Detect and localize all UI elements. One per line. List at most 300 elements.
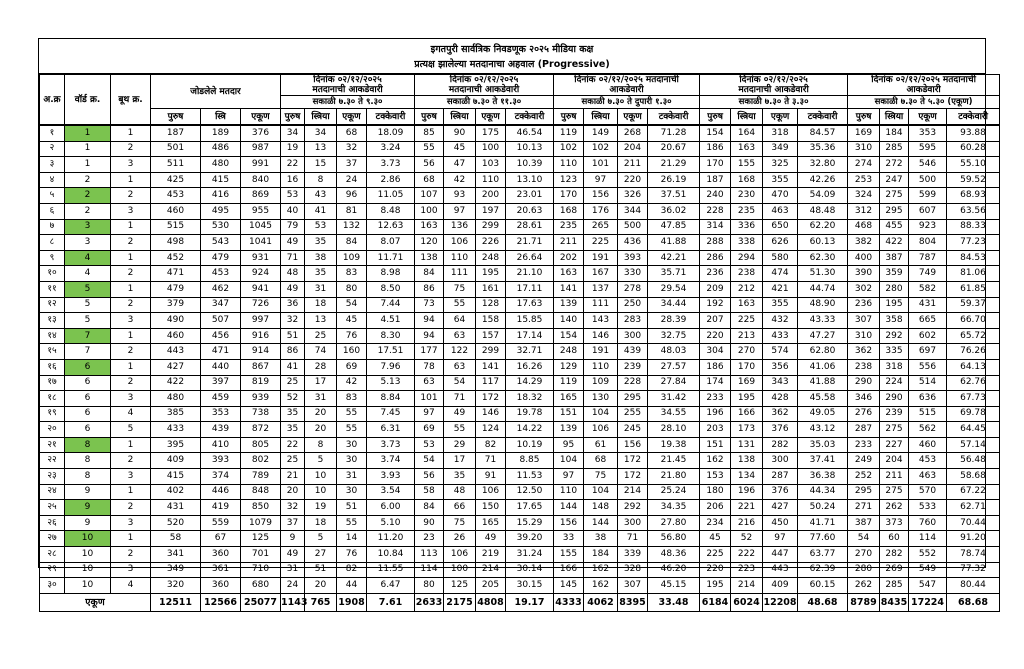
value-cell: 137 bbox=[584, 281, 618, 297]
value-cell: 559 bbox=[201, 515, 241, 531]
ward-cell: 10 bbox=[65, 547, 111, 563]
value-cell: 38 bbox=[305, 250, 337, 266]
total-value-cell: 33.48 bbox=[648, 593, 700, 611]
value-cell: 70.44 bbox=[947, 515, 1000, 531]
value-cell: 924 bbox=[241, 266, 281, 282]
value-cell: 5 bbox=[305, 531, 337, 547]
value-cell: 480 bbox=[201, 157, 241, 173]
value-cell: 8 bbox=[305, 437, 337, 453]
value-cell: 14.29 bbox=[506, 375, 554, 391]
value-cell: 15.29 bbox=[506, 515, 554, 531]
value-cell: 155 bbox=[554, 547, 584, 563]
value-cell: 295 bbox=[880, 203, 909, 219]
value-cell: 30.14 bbox=[506, 562, 554, 578]
value-cell: 156 bbox=[618, 437, 648, 453]
value-cell: 324 bbox=[848, 188, 880, 204]
value-cell: 82 bbox=[337, 562, 367, 578]
table-row bbox=[40, 406, 1000, 422]
value-cell: 16 bbox=[281, 172, 305, 188]
value-cell: 82 bbox=[476, 437, 506, 453]
value-cell: 514 bbox=[909, 375, 947, 391]
value-cell: 318 bbox=[763, 126, 798, 142]
value-cell: 66 bbox=[444, 500, 476, 516]
booth-cell: 1 bbox=[111, 437, 151, 453]
value-cell: 68.93 bbox=[947, 188, 1000, 204]
value-cell: 3.73 bbox=[367, 437, 415, 453]
value-cell: 10.19 bbox=[506, 437, 554, 453]
value-cell: 148 bbox=[584, 500, 618, 516]
table-row bbox=[40, 203, 1000, 219]
value-cell: 580 bbox=[763, 250, 798, 266]
value-cell: 13 bbox=[305, 313, 337, 329]
value-cell: 34.44 bbox=[648, 297, 700, 313]
table-row bbox=[40, 453, 1000, 469]
value-cell: 225 bbox=[584, 235, 618, 251]
value-cell: 220 bbox=[700, 562, 731, 578]
value-cell: 272 bbox=[880, 157, 909, 173]
value-cell: 45.58 bbox=[798, 391, 848, 407]
value-cell: 187 bbox=[700, 172, 731, 188]
value-cell: 59.52 bbox=[947, 172, 1000, 188]
total-value-cell: 8395 bbox=[618, 593, 648, 611]
value-cell: 235 bbox=[731, 203, 763, 219]
value-cell: 5.10 bbox=[367, 515, 415, 531]
value-cell: 433 bbox=[763, 328, 798, 344]
value-cell: 355 bbox=[763, 297, 798, 313]
value-cell: 546 bbox=[909, 157, 947, 173]
value-cell: 25 bbox=[305, 328, 337, 344]
sr-cell: २२ bbox=[40, 453, 65, 469]
value-cell: 456 bbox=[201, 328, 241, 344]
value-cell: 240 bbox=[700, 188, 731, 204]
value-cell: 95 bbox=[554, 437, 584, 453]
value-cell: 295 bbox=[618, 391, 648, 407]
value-cell: 234 bbox=[700, 515, 731, 531]
value-cell: 93 bbox=[444, 188, 476, 204]
value-cell: 10.13 bbox=[506, 141, 554, 157]
value-cell: 307 bbox=[848, 313, 880, 329]
value-cell: 59.37 bbox=[947, 297, 1000, 313]
ward-cell: 9 bbox=[65, 515, 111, 531]
value-cell: 62.80 bbox=[798, 344, 848, 360]
value-cell: 283 bbox=[618, 313, 648, 329]
value-cell: 84 bbox=[415, 500, 444, 516]
value-cell: 294 bbox=[731, 250, 763, 266]
sub-header-cell: स्त्रिया bbox=[584, 109, 618, 125]
table-row bbox=[40, 281, 1000, 297]
value-cell: 295 bbox=[848, 484, 880, 500]
value-cell: 325 bbox=[763, 157, 798, 173]
value-cell: 10 bbox=[305, 484, 337, 500]
value-cell: 385 bbox=[151, 406, 201, 422]
value-cell: 12.63 bbox=[367, 219, 415, 235]
value-cell: 314 bbox=[700, 219, 731, 235]
value-cell: 56 bbox=[415, 157, 444, 173]
value-cell: 19.78 bbox=[506, 406, 554, 422]
value-cell: 56.48 bbox=[947, 453, 1000, 469]
ward-cell: 6 bbox=[65, 375, 111, 391]
value-cell: 138 bbox=[731, 453, 763, 469]
value-cell: 66.70 bbox=[947, 313, 1000, 329]
total-value-cell: 6024 bbox=[731, 593, 763, 611]
booth-cell: 5 bbox=[111, 422, 151, 438]
value-cell: 106 bbox=[584, 422, 618, 438]
value-cell: 54 bbox=[444, 375, 476, 391]
value-cell: 28 bbox=[305, 359, 337, 375]
value-cell: 17 bbox=[444, 453, 476, 469]
value-cell: 222 bbox=[731, 547, 763, 563]
value-cell: 42.26 bbox=[798, 172, 848, 188]
booth-cell: 1 bbox=[111, 250, 151, 266]
value-cell: 129 bbox=[554, 359, 584, 375]
sub-header-cell: एकूण bbox=[241, 109, 281, 125]
value-cell: 274 bbox=[848, 157, 880, 173]
value-cell: 67 bbox=[201, 531, 241, 547]
value-cell: 45 bbox=[337, 313, 367, 329]
value-cell: 336 bbox=[731, 219, 763, 235]
total-value-cell: 19.17 bbox=[506, 593, 554, 611]
value-cell: 21 bbox=[281, 469, 305, 485]
value-cell: 63 bbox=[415, 375, 444, 391]
value-cell: 341 bbox=[151, 547, 201, 563]
value-cell: 125 bbox=[444, 578, 476, 594]
value-cell: 3.73 bbox=[367, 157, 415, 173]
value-cell: 18 bbox=[305, 515, 337, 531]
value-cell: 124 bbox=[476, 422, 506, 438]
value-cell: 54.09 bbox=[798, 188, 848, 204]
value-cell: 83 bbox=[337, 391, 367, 407]
value-cell: 490 bbox=[151, 313, 201, 329]
value-cell: 57.14 bbox=[947, 437, 1000, 453]
value-cell: 90 bbox=[415, 515, 444, 531]
value-cell: 290 bbox=[880, 391, 909, 407]
value-cell: 282 bbox=[763, 437, 798, 453]
sr-cell: २१ bbox=[40, 437, 65, 453]
booth-cell: 2 bbox=[111, 188, 151, 204]
value-cell: 155 bbox=[731, 157, 763, 173]
value-cell: 23.01 bbox=[506, 188, 554, 204]
sub-header-cell: एकूण bbox=[909, 109, 947, 125]
sub-header-cell: टक्केवारी bbox=[506, 109, 554, 125]
value-cell: 20 bbox=[305, 406, 337, 422]
value-cell: 439 bbox=[201, 422, 241, 438]
value-cell: 69.78 bbox=[947, 406, 1000, 422]
value-cell: 60.28 bbox=[947, 141, 1000, 157]
booth-cell: 2 bbox=[111, 453, 151, 469]
sub-header-cell: एकूण bbox=[618, 109, 648, 125]
value-cell: 200 bbox=[476, 188, 506, 204]
value-cell: 556 bbox=[909, 359, 947, 375]
value-cell: 602 bbox=[909, 328, 947, 344]
value-cell: 167 bbox=[584, 266, 618, 282]
value-cell: 262 bbox=[880, 500, 909, 516]
value-cell: 292 bbox=[880, 328, 909, 344]
sr-cell: ४ bbox=[40, 172, 65, 188]
ward-cell: 9 bbox=[65, 500, 111, 516]
total-value-cell: 2175 bbox=[444, 593, 476, 611]
value-cell: 49 bbox=[281, 547, 305, 563]
sr-cell: २३ bbox=[40, 469, 65, 485]
value-cell: 290 bbox=[848, 375, 880, 391]
value-cell: 48.48 bbox=[798, 203, 848, 219]
value-cell: 32 bbox=[337, 141, 367, 157]
value-cell: 18 bbox=[305, 297, 337, 313]
value-cell: 54 bbox=[337, 297, 367, 313]
value-cell: 382 bbox=[848, 235, 880, 251]
value-cell: 275 bbox=[880, 188, 909, 204]
value-cell: 22 bbox=[281, 157, 305, 173]
value-cell: 34.35 bbox=[648, 500, 700, 516]
value-cell: 62.71 bbox=[947, 500, 1000, 516]
value-cell: 10.39 bbox=[506, 157, 554, 173]
sub-header-cell: स्त्रिया bbox=[305, 109, 337, 125]
sr-cell: १५ bbox=[40, 344, 65, 360]
value-cell: 362 bbox=[848, 344, 880, 360]
value-cell: 84 bbox=[337, 235, 367, 251]
value-cell: 328 bbox=[618, 562, 648, 578]
value-cell: 5.13 bbox=[367, 375, 415, 391]
booth-cell: 1 bbox=[111, 484, 151, 500]
value-cell: 415 bbox=[201, 172, 241, 188]
value-cell: 299 bbox=[476, 344, 506, 360]
value-cell: 3.54 bbox=[367, 484, 415, 500]
table-row bbox=[40, 157, 1000, 173]
value-cell: 150 bbox=[476, 500, 506, 516]
table-row bbox=[40, 547, 1000, 563]
booth-cell: 3 bbox=[111, 515, 151, 531]
value-cell: 227 bbox=[880, 437, 909, 453]
value-cell: 349 bbox=[151, 562, 201, 578]
value-cell: 195 bbox=[731, 391, 763, 407]
sr-cell: ७ bbox=[40, 219, 65, 235]
value-cell: 219 bbox=[476, 547, 506, 563]
value-cell: 114 bbox=[415, 562, 444, 578]
value-cell: 387 bbox=[848, 515, 880, 531]
value-cell: 37 bbox=[281, 515, 305, 531]
table-row bbox=[40, 562, 1000, 578]
value-cell: 60 bbox=[880, 531, 909, 547]
value-cell: 53 bbox=[415, 437, 444, 453]
value-cell: 205 bbox=[476, 578, 506, 594]
value-cell: 162 bbox=[700, 453, 731, 469]
booth-cell: 2 bbox=[111, 375, 151, 391]
total-value-cell: 48.68 bbox=[798, 593, 848, 611]
value-cell: 47 bbox=[444, 157, 476, 173]
value-cell: 107 bbox=[415, 188, 444, 204]
value-cell: 55 bbox=[415, 141, 444, 157]
ward-cell: 10 bbox=[65, 531, 111, 547]
value-cell: 223 bbox=[731, 562, 763, 578]
value-cell: 14 bbox=[337, 531, 367, 547]
value-cell: 262 bbox=[848, 578, 880, 594]
sr-cell: ५ bbox=[40, 188, 65, 204]
value-cell: 8.50 bbox=[367, 281, 415, 297]
value-cell: 9 bbox=[281, 531, 305, 547]
value-cell: 180 bbox=[700, 484, 731, 500]
value-cell: 79 bbox=[281, 219, 305, 235]
table-row bbox=[40, 313, 1000, 329]
value-cell: 8.98 bbox=[367, 266, 415, 282]
value-cell: 236 bbox=[848, 297, 880, 313]
sr-cell: २८ bbox=[40, 547, 65, 563]
value-cell: 130 bbox=[584, 391, 618, 407]
value-cell: 71 bbox=[476, 453, 506, 469]
value-cell: 206 bbox=[700, 500, 731, 516]
value-cell: 26.19 bbox=[648, 172, 700, 188]
value-cell: 38 bbox=[584, 531, 618, 547]
value-cell: 84.57 bbox=[798, 126, 848, 142]
value-cell: 338 bbox=[731, 235, 763, 251]
value-cell: 196 bbox=[700, 406, 731, 422]
total-value-cell: 7.61 bbox=[367, 593, 415, 611]
value-cell: 37 bbox=[337, 157, 367, 173]
total-value-cell: 4808 bbox=[476, 593, 506, 611]
value-cell: 35 bbox=[444, 469, 476, 485]
value-cell: 13 bbox=[305, 141, 337, 157]
value-cell: 422 bbox=[151, 375, 201, 391]
value-cell: 109 bbox=[337, 250, 367, 266]
table-row bbox=[40, 297, 1000, 313]
value-cell: 869 bbox=[241, 188, 281, 204]
value-cell: 450 bbox=[763, 515, 798, 531]
value-cell: 31 bbox=[305, 391, 337, 407]
value-cell: 25 bbox=[281, 453, 305, 469]
value-cell: 139 bbox=[554, 297, 584, 313]
value-cell: 165 bbox=[476, 515, 506, 531]
sr-cell: २६ bbox=[40, 515, 65, 531]
total-value-cell: 68.68 bbox=[947, 593, 1000, 611]
value-cell: 286 bbox=[700, 250, 731, 266]
value-cell: 335 bbox=[880, 344, 909, 360]
value-cell: 67.22 bbox=[947, 484, 1000, 500]
ward-cell: 1 bbox=[65, 141, 111, 157]
value-cell: 154 bbox=[554, 328, 584, 344]
value-cell: 64 bbox=[444, 313, 476, 329]
value-cell: 43.12 bbox=[798, 422, 848, 438]
value-cell: 32.71 bbox=[506, 344, 554, 360]
sr-cell: ६ bbox=[40, 203, 65, 219]
value-cell: 533 bbox=[909, 500, 947, 516]
value-cell: 138 bbox=[415, 250, 444, 266]
value-cell: 14.22 bbox=[506, 422, 554, 438]
value-cell: 1079 bbox=[241, 515, 281, 531]
value-cell: 165 bbox=[554, 391, 584, 407]
value-cell: 164 bbox=[731, 126, 763, 142]
sr-cell: २ bbox=[40, 141, 65, 157]
value-cell: 97 bbox=[444, 203, 476, 219]
value-cell: 45.15 bbox=[648, 578, 700, 594]
value-cell: 34 bbox=[281, 126, 305, 142]
value-cell: 61.85 bbox=[947, 281, 1000, 297]
value-cell: 607 bbox=[909, 203, 947, 219]
booth-cell: 2 bbox=[111, 344, 151, 360]
value-cell: 987 bbox=[241, 141, 281, 157]
table-row bbox=[40, 422, 1000, 438]
value-cell: 432 bbox=[763, 313, 798, 329]
value-cell: 15.85 bbox=[506, 313, 554, 329]
value-cell: 665 bbox=[909, 313, 947, 329]
value-cell: 280 bbox=[848, 562, 880, 578]
value-cell: 393 bbox=[201, 453, 241, 469]
value-cell: 409 bbox=[763, 578, 798, 594]
value-cell: 11.71 bbox=[367, 250, 415, 266]
value-cell: 2.86 bbox=[367, 172, 415, 188]
value-cell: 21.29 bbox=[648, 157, 700, 173]
value-cell: 204 bbox=[880, 453, 909, 469]
value-cell: 104 bbox=[584, 484, 618, 500]
total-value-cell: 4062 bbox=[584, 593, 618, 611]
booth-cell: 2 bbox=[111, 297, 151, 313]
total-value-cell: 6184 bbox=[700, 593, 731, 611]
value-cell: 760 bbox=[909, 515, 947, 531]
value-cell: 30 bbox=[337, 484, 367, 500]
total-value-cell: 12208 bbox=[763, 593, 798, 611]
value-cell: 156 bbox=[584, 188, 618, 204]
value-cell: 17.14 bbox=[506, 328, 554, 344]
value-cell: 47.85 bbox=[648, 219, 700, 235]
value-cell: 425 bbox=[151, 172, 201, 188]
value-cell: 271 bbox=[848, 500, 880, 516]
header-booth: बूथ क्र. bbox=[111, 75, 151, 125]
value-cell: 376 bbox=[763, 484, 798, 500]
header-group-5: दिनांक ०२/१२/२०२५ मतदानाची आकडेवारी bbox=[848, 75, 1000, 96]
value-cell: 17 bbox=[305, 375, 337, 391]
value-cell: 225 bbox=[731, 313, 763, 329]
value-cell: 73 bbox=[415, 297, 444, 313]
value-cell: 46.20 bbox=[648, 562, 700, 578]
sub-header-cell: स्त्रिया bbox=[880, 109, 909, 125]
value-cell: 31.24 bbox=[506, 547, 554, 563]
value-cell: 81 bbox=[337, 203, 367, 219]
value-cell: 55 bbox=[444, 297, 476, 313]
value-cell: 471 bbox=[151, 266, 201, 282]
value-cell: 285 bbox=[880, 578, 909, 594]
value-cell: 248 bbox=[476, 250, 506, 266]
value-cell: 8 bbox=[305, 172, 337, 188]
value-cell: 146 bbox=[584, 328, 618, 344]
value-cell: 68 bbox=[584, 453, 618, 469]
value-cell: 275 bbox=[880, 422, 909, 438]
table-row bbox=[40, 266, 1000, 282]
sr-cell: २७ bbox=[40, 531, 65, 547]
value-cell: 203 bbox=[700, 422, 731, 438]
value-cell: 344 bbox=[618, 203, 648, 219]
value-cell: 30 bbox=[337, 437, 367, 453]
value-cell: 11.05 bbox=[367, 188, 415, 204]
value-cell: 21.71 bbox=[506, 235, 554, 251]
value-cell: 299 bbox=[476, 219, 506, 235]
value-cell: 848 bbox=[241, 484, 281, 500]
value-cell: 8.07 bbox=[367, 235, 415, 251]
value-cell: 819 bbox=[241, 375, 281, 391]
value-cell: 151 bbox=[554, 406, 584, 422]
value-cell: 91.20 bbox=[947, 531, 1000, 547]
sr-cell: २४ bbox=[40, 484, 65, 500]
header-time-1: सकाळी ७.३० ते ९.३० bbox=[281, 96, 415, 109]
value-cell: 170 bbox=[554, 188, 584, 204]
sub-header-cell: स्त्रि bbox=[201, 109, 241, 125]
value-cell: 46.54 bbox=[506, 126, 554, 142]
value-cell: 680 bbox=[241, 578, 281, 594]
value-cell: 310 bbox=[848, 328, 880, 344]
value-cell: 436 bbox=[618, 235, 648, 251]
value-cell: 422 bbox=[880, 235, 909, 251]
value-cell: 1045 bbox=[241, 219, 281, 235]
ward-cell: 6 bbox=[65, 391, 111, 407]
value-cell: 280 bbox=[880, 281, 909, 297]
value-cell: 197 bbox=[476, 203, 506, 219]
value-cell: 12.50 bbox=[506, 484, 554, 500]
